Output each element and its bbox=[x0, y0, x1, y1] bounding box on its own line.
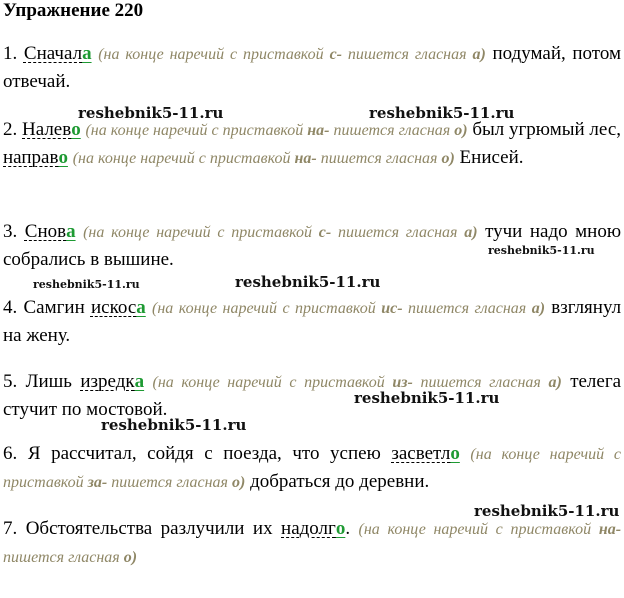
explanation-note: (на конце наречий с приставкой из- пишется гласная а) bbox=[152, 374, 562, 391]
adverb-ending: а bbox=[66, 221, 76, 242]
sentence-tail: подумай, потом отвечай. bbox=[3, 43, 622, 92]
exercise-item-7 bbox=[3, 515, 621, 571]
watermark: reshebnik5-11.ru bbox=[33, 278, 140, 291]
adverb-ending: а bbox=[82, 43, 92, 64]
sentence-head: Обстоятельства разлучили их bbox=[25, 518, 273, 539]
watermark: reshebnik5-11.ru bbox=[474, 502, 620, 520]
item-number: 1. bbox=[3, 43, 18, 64]
sentence-head: Лишь bbox=[25, 371, 72, 392]
sentence-tail: телега стучит по мостовой. bbox=[3, 371, 622, 420]
adverb-ending: о bbox=[450, 443, 460, 464]
sentence-tail: взглянул на жену. bbox=[3, 297, 622, 346]
sentence-tail: Енисей. bbox=[459, 147, 524, 168]
adverb: Снова bbox=[24, 221, 76, 242]
explanation-note-1: (на конце наречий с приставкой на- пишется гласная о) bbox=[85, 122, 468, 139]
explanation-note: (на конце наречий с приставкой за- пишется гласная о) bbox=[3, 446, 622, 491]
exercise-item-1 bbox=[3, 40, 621, 95]
adverb: искоса bbox=[90, 297, 146, 318]
adverb-2: направо bbox=[3, 147, 68, 168]
adverb-ending: а bbox=[134, 371, 145, 392]
item-number: 4. bbox=[3, 297, 18, 318]
adverb-ending: о bbox=[58, 147, 68, 168]
item-number: 6. bbox=[3, 443, 18, 464]
explanation-note: (на конце наречий с приставкой на- пишется гласная о) bbox=[3, 521, 622, 566]
adverb-ending: а bbox=[136, 297, 146, 318]
exercise-item-5 bbox=[3, 368, 621, 423]
adverb: Сначала bbox=[23, 43, 92, 64]
adverb-ending: о bbox=[335, 518, 346, 539]
item-number: 5. bbox=[3, 371, 18, 392]
item-number: 7. bbox=[3, 518, 18, 539]
exercise-item-2 bbox=[3, 116, 621, 172]
explanation-note-2: (на конце наречий с приставкой на- пишется гласная о) bbox=[72, 150, 455, 167]
adverb: надолго bbox=[281, 518, 346, 539]
item-number: 2. bbox=[3, 119, 18, 140]
adverb: засветло bbox=[391, 443, 460, 464]
explanation-note: (на конце наречий с приставкой с- пишется гласная а) bbox=[98, 46, 486, 63]
watermark: reshebnik5-11.ru bbox=[488, 244, 595, 257]
sentence-period: . bbox=[345, 518, 351, 539]
sentence-tail: добраться до деревни. bbox=[250, 471, 430, 492]
watermark: reshebnik5-11.ru bbox=[235, 273, 381, 291]
adverb-1: Налево bbox=[22, 119, 81, 140]
sentence-tail: тучи надо мною собрались в вышине. bbox=[3, 221, 622, 270]
watermark: reshebnik5-11.ru bbox=[101, 416, 247, 434]
sentence-middle: был угрюмый лес, bbox=[472, 119, 622, 140]
page-title: Упражнение 220 bbox=[3, 0, 144, 21]
sentence-head: Самгин bbox=[23, 297, 85, 318]
watermark: reshebnik5-11.ru bbox=[78, 104, 224, 122]
explanation-note: (на конце наречий с приставкой ис- пишется гласная а) bbox=[152, 300, 546, 317]
watermark: reshebnik5-11.ru bbox=[369, 104, 515, 122]
exercise-item-4 bbox=[3, 294, 621, 349]
exercise-item-6 bbox=[3, 440, 621, 496]
watermark: reshebnik5-11.ru bbox=[354, 389, 500, 407]
item-number: 3. bbox=[3, 221, 18, 242]
explanation-note: (на конце наречий с приставкой с- пишется гласная а) bbox=[83, 224, 478, 241]
adverb-ending: о bbox=[71, 119, 81, 140]
sentence-head: Я рассчитал, сойдя с поезда, что успею bbox=[27, 443, 381, 464]
adverb: изредка bbox=[80, 371, 145, 392]
